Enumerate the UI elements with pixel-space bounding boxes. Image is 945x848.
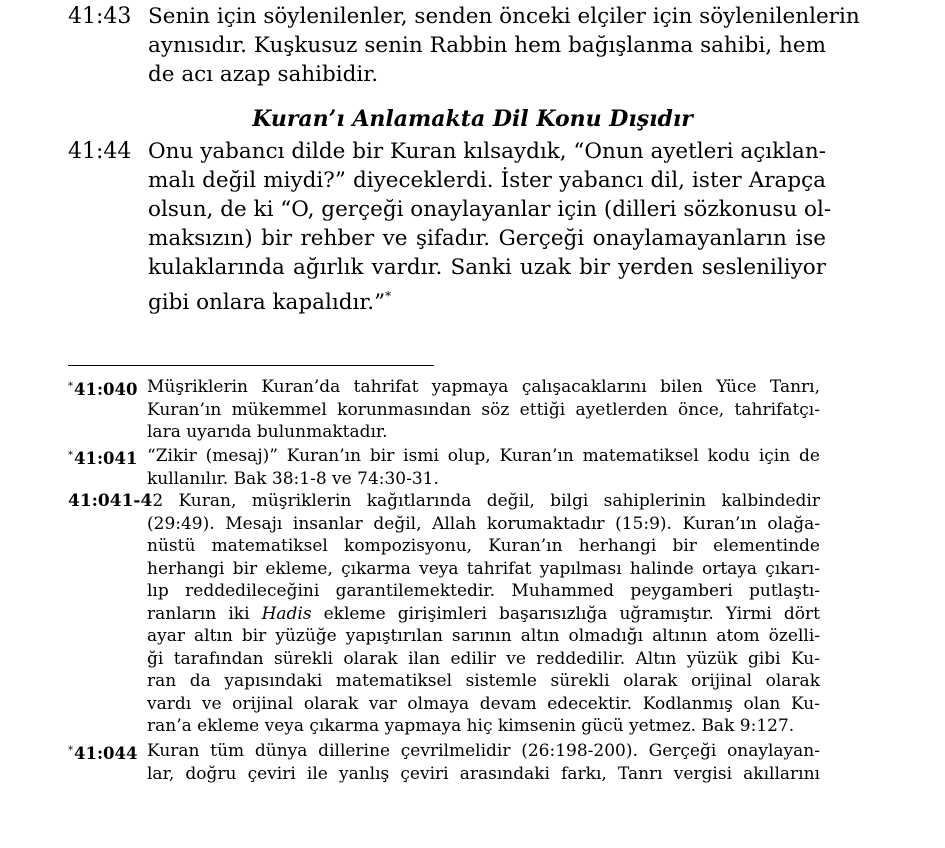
footnote-first-line	[68, 490, 820, 513]
verse-line: maksızın) bir rehber ve şifadır. Gerçeği onaylamayanların ise	[148, 226, 826, 251]
footnote-mark: *	[68, 450, 73, 461]
footnote-line: herhangi bir ekleme, çıkarma veya tahrifat yapılması halinde ortaya çıkarı-	[147, 558, 820, 579]
footnote-mark: *	[68, 381, 73, 392]
verse-line: olsun, de ki “O, gerçeği onaylayanlar için (dilleri sözkonusu ol-	[148, 197, 832, 222]
verse-line: kulaklarında ağırlık vardır. Sanki uzak bir yerden sesleniliyor	[148, 255, 826, 280]
verse-line: Onu yabancı dilde bir Kuran kılsaydık, “Onun ayetleri açıklan-	[148, 139, 826, 164]
footnote-ref: 41:044	[74, 744, 138, 763]
footnote-divider	[68, 365, 434, 366]
footnote-line: “Zikir (mesaj)” Kuran’ın bir ismi olup, Kuran’ın matematiksel kodu için de	[147, 446, 820, 466]
footnote-line: ayar altın bir yüzüğe yapıştırılan sarının altın olmadığı altının atom özelli-	[147, 626, 820, 646]
verse-line: de acı azap sahibidir.	[148, 62, 379, 87]
verse-text	[148, 2, 860, 89]
footnote-line: nüstü matematiksel kompozisyonu, Kuran’ın herhangi bir elementinde	[147, 536, 820, 556]
footnote-line: lar, doğru çeviri ile yanlış çeviri arasındaki farkı, Tanrı vergisi akıllarını	[147, 763, 820, 784]
footnote-label	[68, 740, 138, 766]
verse-line-last	[148, 282, 826, 315]
footnote-line: ran da yapısındaki matematiksel sistemle sürekli olarak orijinal olarak	[147, 671, 820, 691]
footnote-line: lıp reddedileceğini garantilemektedir. Muhammed peygamberi putlaştı-	[147, 581, 820, 601]
footnote-line: Müşriklerin Kuran’da tahrifat yapmaya çalışacaklarını bilen Yüce Tanrı,	[147, 377, 820, 397]
section-heading-text: Kuran’ı Anlamakta Dil Konu Dışıdır	[252, 106, 693, 132]
footnote-label	[68, 376, 138, 402]
footnote-label	[68, 445, 138, 471]
hadis-word: Hadis	[261, 603, 312, 624]
footnote-ref: 41:041	[74, 449, 138, 468]
footnote-line: Kuran tüm dünya dillerine çevrilmelidir (26:198-200). Gerçeği onaylayan-	[147, 741, 820, 761]
verse-text	[148, 137, 832, 315]
footnote-fragment: ekleme girişimleri başarısızlığa uğramıştır.	[323, 603, 714, 624]
footnote-line: kullanılır. Bak 38:1-8 ve 74:30-31.	[147, 468, 439, 489]
footnote-line: vardı ve orijinal olarak var olmaya devam edecektir. Kodlanmış olan Ku-	[147, 693, 820, 714]
verse-line: aynısıdır. Kuşkusuz senin Rabbin hem bağışlanma sahibi, hem	[148, 33, 826, 58]
footnote-text	[147, 445, 820, 490]
verse-line: Senin için söylenilenler, senden önceki elçiler için söylenilenlerin	[148, 4, 860, 29]
footnote-line: ran’a ekleme veya çıkarma yapmaya hiç kimsenin gücü yetmez. Bak 9:127.	[147, 716, 795, 736]
footnote-text-continued	[147, 513, 820, 738]
verse-line: gibi onlara kapalıdır.”	[148, 290, 386, 315]
footnote-line: Kuran’ın mükemmel korunmasından söz ettiği ayetlerden önce, tahrifatçı-	[147, 399, 820, 420]
verse-line: malı değil miydi?” diyeceklerdi. İster yabancı dil, ister Arapça	[148, 168, 826, 193]
footnote-marker: *	[385, 289, 392, 303]
verse-number: 41:43	[68, 4, 132, 29]
footnote-line-hadis	[147, 603, 820, 626]
footnote-text	[147, 740, 820, 785]
section-heading	[0, 104, 945, 134]
footnote-fragment: Yirmi dört	[725, 603, 820, 624]
footnote-text	[147, 376, 820, 444]
footnote-ref-suffix: 2	[152, 491, 164, 511]
footnote-text	[68, 490, 820, 513]
footnote-line: Kuran, müşriklerin kağıtlarında değil, bilgi sahiplerinin kalbindedir	[163, 491, 820, 511]
footnote-ref: 41:040	[74, 380, 138, 399]
footnote-line: ği tarafından sürekli olarak ilan edilir ve reddedilir. Altın yüzük gibi Ku-	[147, 648, 820, 669]
verse-number: 41:44	[68, 139, 132, 164]
footnote-line: lara uyarıda bulunmaktadır.	[147, 422, 388, 442]
footnote-line: (29:49). Mesajı insanlar değil, Allah korumaktadır (15:9). Kuran’ın olağa-	[147, 513, 820, 534]
footnote-ref: 41:041-4	[68, 491, 153, 511]
footnote-fragment: ranların iki	[147, 603, 250, 624]
footnote-mark: *	[68, 745, 73, 756]
